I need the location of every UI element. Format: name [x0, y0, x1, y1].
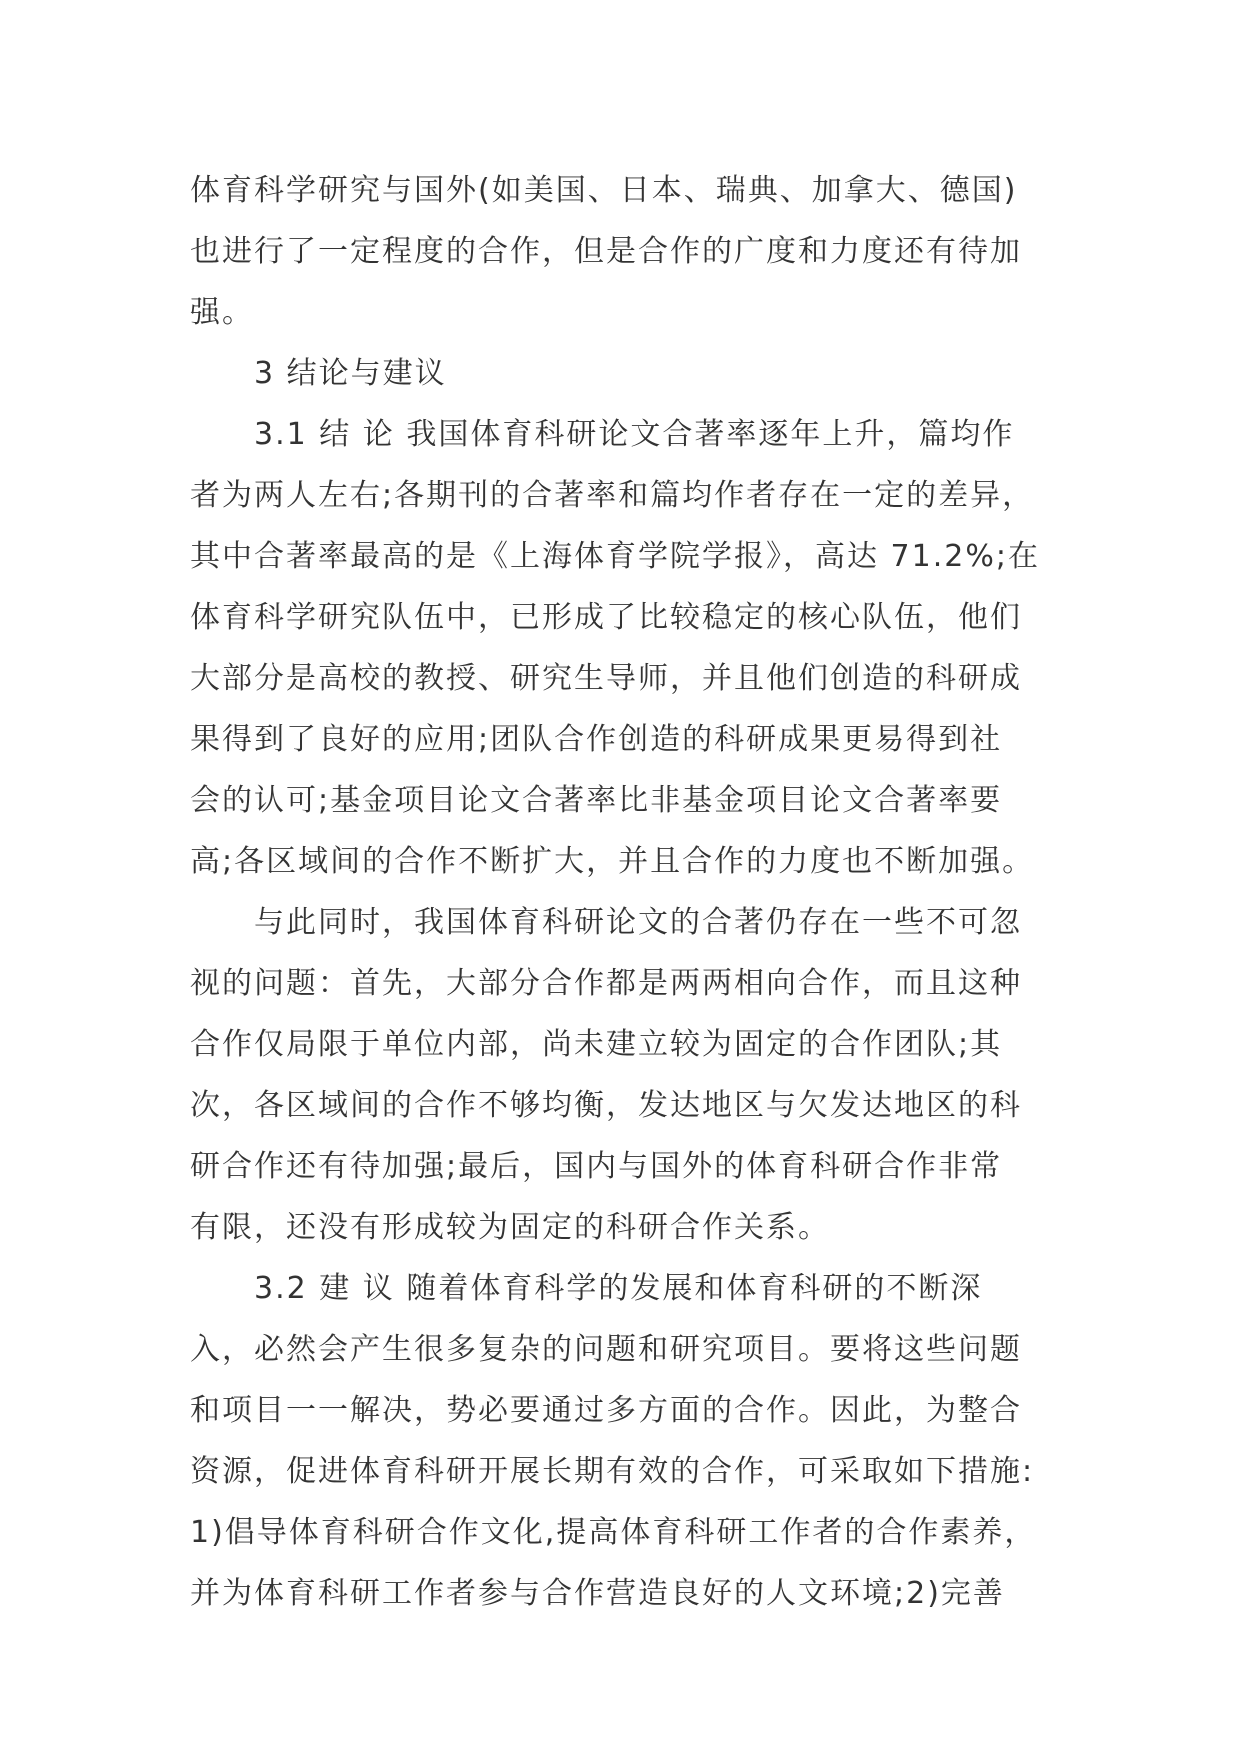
text-line: 研合作还有待加强;最后，国内与国外的体育科研合作非常 — [190, 1149, 1003, 1184]
text-line: 和项目一一解决，势必要通过多方面的合作。因此，为整合 — [190, 1393, 1022, 1428]
text-line: 次，各区域间的合作不够均衡，发达地区与欠发达地区的科 — [190, 1088, 1022, 1123]
text-line: 者为两人左右;各期刊的合著率和篇均作者存在一定的差异， — [190, 478, 1035, 513]
text-line: 会的认可;基金项目论文合著率比非基金项目论文合著率要 — [190, 783, 1003, 818]
text-line: 体育科学研究与国外(如美国、日本、瑞典、加拿大、德国) — [190, 173, 1018, 208]
text-line: 有限，还没有形成较为固定的科研合作关系。 — [190, 1210, 830, 1245]
subsection-heading-line: 3.1 结 论 我国体育科研论文合著率逐年上升，篇均作 — [254, 417, 1015, 452]
text-line: 入，必然会产生很多复杂的问题和研究项目。要将这些问题 — [190, 1332, 1022, 1367]
text-line: 合作仅局限于单位内部，尚未建立较为固定的合作团队;其 — [190, 1027, 1003, 1062]
text-line: 资源，促进体育科研开展长期有效的合作，可采取如下措施: — [190, 1454, 1035, 1489]
body-text — [190, 160, 1050, 1624]
text-line: 1)倡导体育科研合作文化,提高体育科研工作者的合作素养， — [190, 1515, 1037, 1550]
text-line: 视的问题：首先，大部分合作都是两两相向合作，而且这种 — [190, 966, 1022, 1001]
text-line: 高;各区域间的合作不断扩大，并且合作的力度也不断加强。 — [190, 844, 1035, 879]
text-line: 并为体育科研工作者参与合作营造良好的人文环境;2)完善 — [190, 1576, 1005, 1611]
text-line: 也进行了一定程度的合作，但是合作的广度和力度还有待加 — [190, 234, 1022, 269]
text-line: 体育科学研究队伍中，已形成了比较稳定的核心队伍，他们 — [190, 600, 1022, 635]
text-line: 大部分是高校的教授、研究生导师，并且他们创造的科研成 — [190, 661, 1022, 696]
text-line: 果得到了良好的应用;团队合作创造的科研成果更易得到社 — [190, 722, 1003, 757]
text-line: 其中合著率最高的是《上海体育学院学报》，高达 71.2%;在 — [190, 539, 1040, 574]
subsection-heading-line: 3.2 建 议 随着体育科学的发展和体育科研的不断深 — [254, 1271, 983, 1306]
text-line: 强。 — [190, 295, 254, 330]
paragraph-start-line: 与此同时，我国体育科研论文的合著仍存在一些不可忽 — [254, 905, 1022, 940]
section-heading: 3 结论与建议 — [254, 356, 447, 391]
